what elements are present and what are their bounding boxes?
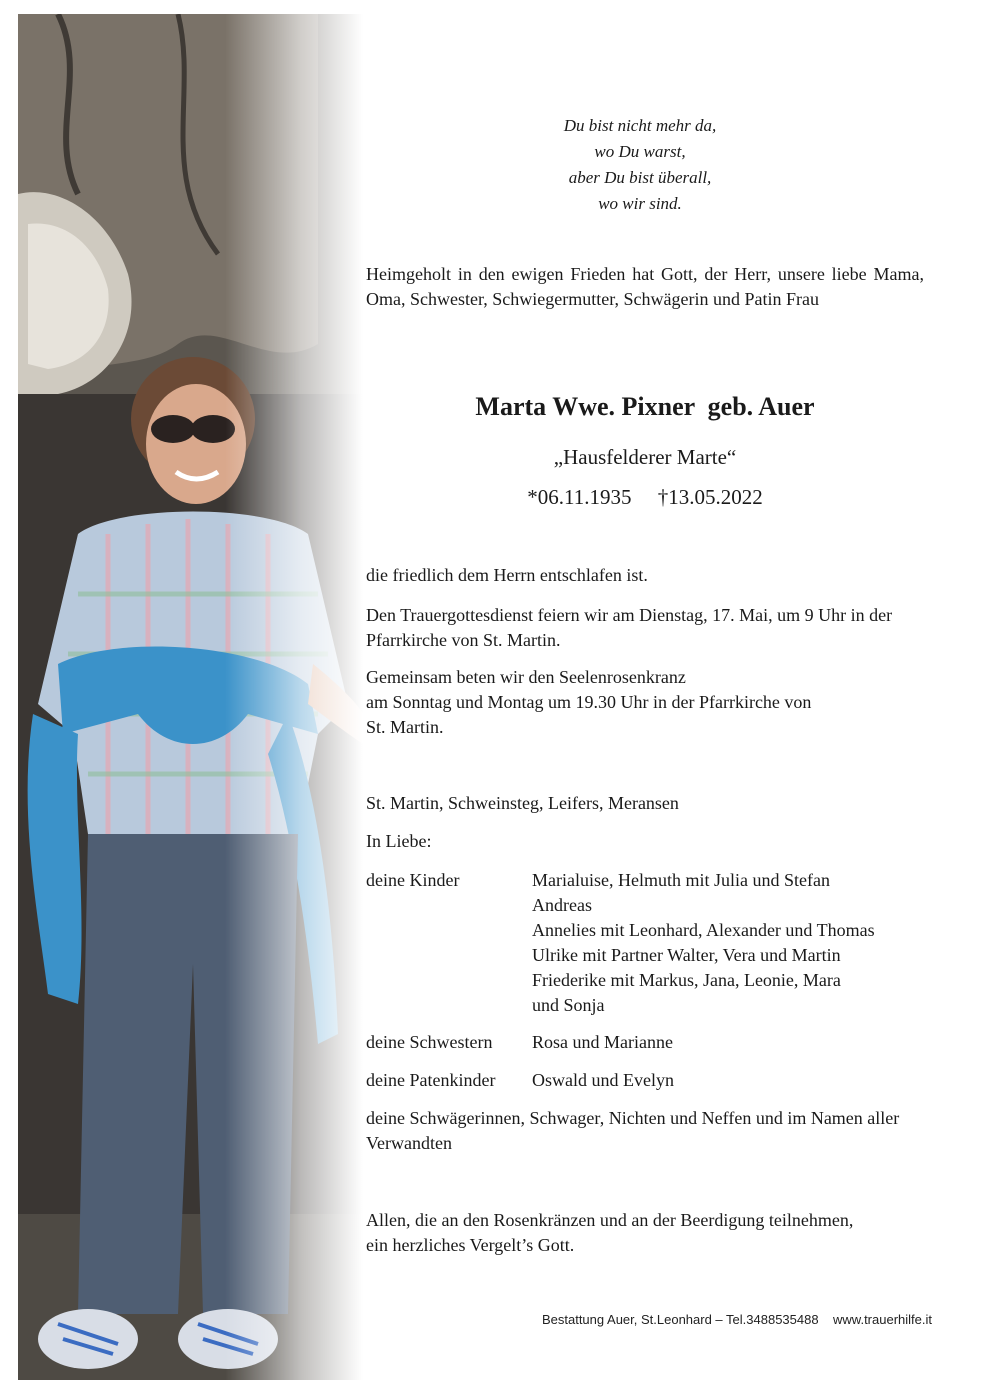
relative-label-sisters: deine Schwestern [366,1032,493,1052]
relative-line: Marialuise, Helmuth mit Julia und Stefan [532,870,830,890]
funeral-service-text: Den Trauergottesdienst feiern wir am Dienstag, 17. Mai, um 9 Uhr in der Pfarrkirche von St. Martin. [366,605,893,650]
other-relatives-text: deine Schwägerinnen, Schwager, Nichten und Neffen und im Namen aller Verwandten [366,1108,900,1153]
relative-list-sisters [532,1030,927,1055]
thanks-text [366,1208,926,1258]
deceased-name: Marta Wwe. Pixner geb. Auer [475,392,815,421]
photo-fade-overlay [18,14,363,1380]
relative-line: Friederike mit Markus, Jana, Leonie, Mara [532,970,841,990]
relative-line: Andreas [532,895,592,915]
relative-list-children [532,868,927,1018]
portrait-photo [18,14,363,1380]
rosary-line: St. Martin. [366,717,444,737]
places-line: St. Martin, Schweinsteg, Leifers, Meransen [366,793,679,813]
relative-line: Ulrike mit Partner Walter, Vera und Martin [532,945,841,965]
life-dates: *06.11.1935 †13.05.2022 [527,485,763,509]
poem-line: aber Du bist überall, [568,168,712,187]
relative-line: und Sonja [532,995,605,1015]
thanks-line: Allen, die an den Rosenkränzen und an der Beerdigung teilnehmen, [366,1210,854,1230]
intro-paragraph: Heimgeholt in den ewigen Frieden hat Gott, der Herr, unsere liebe Mama, Oma, Schwester, Schwiegermutter, Schwägerin und Patin Frau [366,264,924,309]
poem-line: Du bist nicht mehr da, [563,116,717,135]
poem-line: wo wir sind. [598,194,682,213]
passed-away-text: die friedlich dem Herrn entschlafen ist. [366,565,648,585]
relative-line: Rosa und Marianne [532,1032,673,1052]
poem [490,113,790,217]
relative-label-godchildren: deine Patenkinder [366,1070,496,1090]
relative-line: Annelies mit Leonhard, Alexander und Thomas [532,920,875,940]
rosary-line: am Sonntag und Montag um 19.30 Uhr in der Pfarrkirche von [366,692,812,712]
relative-label-children: deine Kinder [366,870,460,890]
deceased-nickname: „Hausfelderer Marte“ [553,445,737,469]
rosary-text [366,665,926,740]
rosary-line: Gemeinsam beten wir den Seelenrosenkranz [366,667,686,687]
thanks-line: ein herzliches Vergelt’s Gott. [366,1235,575,1255]
funeral-home-footer: Bestattung Auer, St.Leonhard – Tel.3488535488 www.trauerhilfe.it [541,1312,932,1327]
poem-line: wo Du warst, [594,142,686,161]
in-love-heading: In Liebe: [366,831,432,851]
relative-list-godchildren [532,1068,927,1093]
relative-line: Oswald und Evelyn [532,1070,674,1090]
